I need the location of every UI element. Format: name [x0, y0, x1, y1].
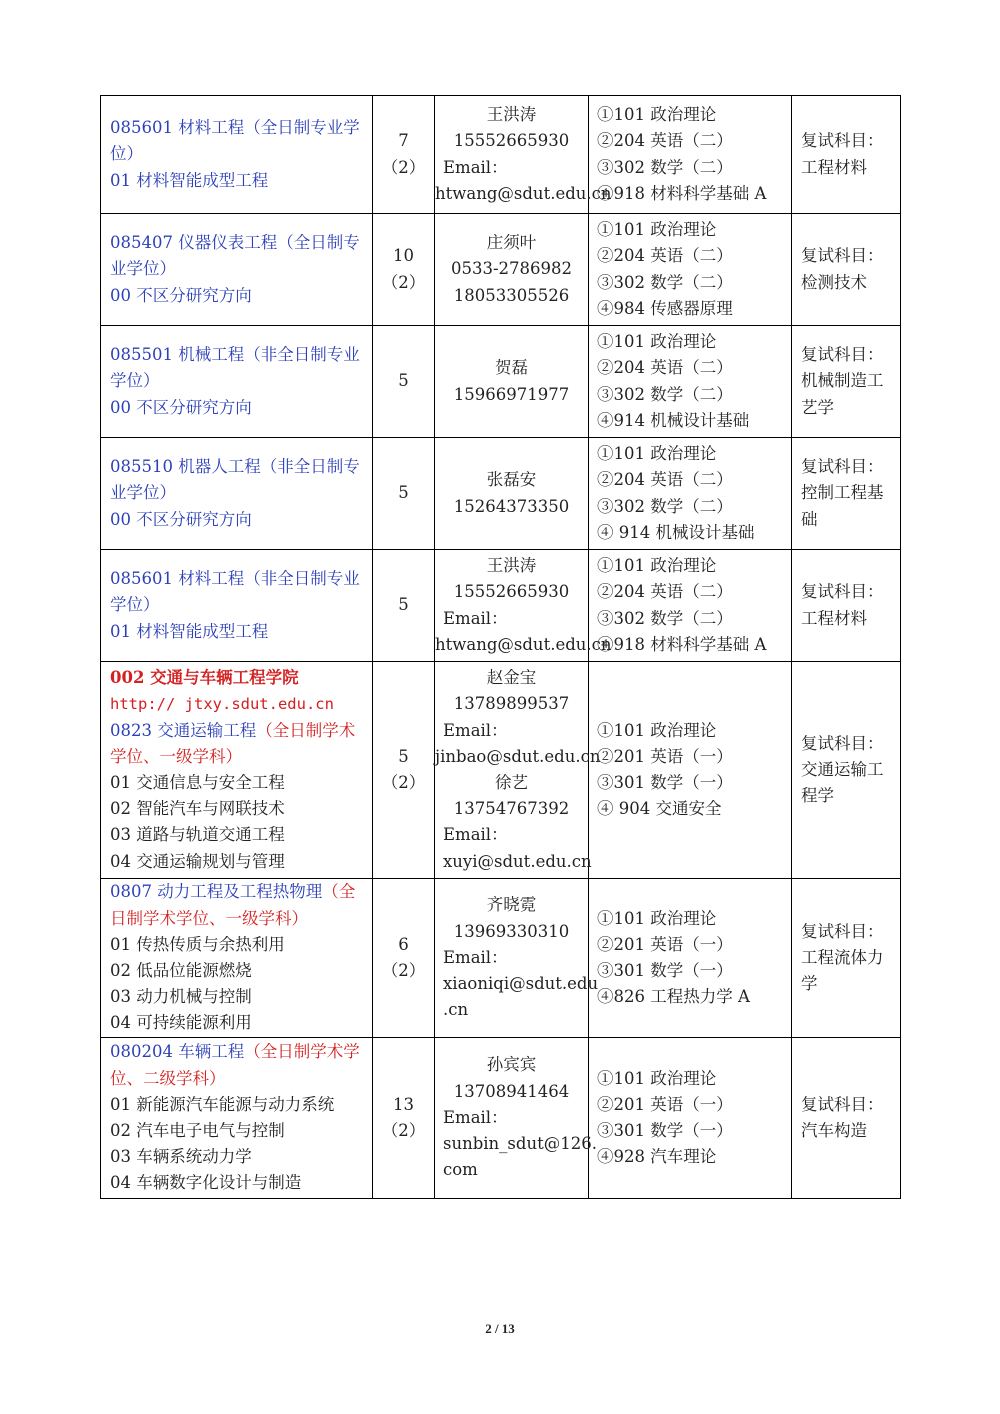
- retest-cell: [792, 1038, 901, 1199]
- major-cell: [101, 662, 373, 879]
- contact-phone: 15264373350: [453, 496, 570, 516]
- contact-cell: [435, 214, 589, 326]
- major-type-cont: 学位、一级学科）: [110, 746, 242, 766]
- exam-subject: ①101 政治理论: [597, 720, 717, 740]
- exam-subject: ④918 材料科学基础 A: [597, 183, 767, 203]
- major-cell: [101, 326, 373, 438]
- contact-phone: 15552665930: [453, 131, 570, 151]
- research-direction: 01 新能源汽车能源与动力系统: [110, 1094, 335, 1114]
- quota-recommended: （2）: [381, 1121, 426, 1140]
- quota-cell: [373, 214, 435, 326]
- retest-subject-cont: 础: [801, 509, 818, 529]
- major-title: 085501 机械工程（非全日制专业: [110, 345, 360, 365]
- admissions-table: [100, 95, 901, 1199]
- exam-subjects-cell: [589, 1038, 792, 1199]
- quota-cell: [373, 438, 435, 550]
- research-direction: 03 动力机械与控制: [110, 987, 252, 1007]
- research-direction: 03 道路与轨道交通工程: [110, 825, 285, 845]
- email-label: Email：: [443, 825, 508, 845]
- quota-cell: [373, 326, 435, 438]
- major-title-cont: 学位）: [110, 595, 160, 615]
- contact-cell: [435, 326, 589, 438]
- retest-cell: [792, 550, 901, 662]
- quota-total: 13: [393, 1094, 414, 1114]
- major-title: 0807 动力工程及工程热物理: [110, 882, 323, 902]
- exam-subject: ①101 政治理论: [597, 444, 717, 464]
- contact-name: 贺磊: [495, 358, 528, 378]
- research-direction: 01 交通信息与安全工程: [110, 773, 285, 792]
- research-direction: 01 材料智能成型工程: [110, 170, 269, 190]
- contact-phone: 13754767392: [453, 799, 570, 819]
- table-row: [101, 879, 901, 1038]
- exam-subject: ②204 英语（二）: [597, 358, 733, 378]
- contact-email: jinbao@sdut.edu.cn: [435, 746, 601, 766]
- research-direction: 03 车辆系统动力学: [110, 1147, 252, 1167]
- table-row: [101, 214, 901, 326]
- retest-subject-cont: 学: [801, 974, 818, 994]
- exam-subject: ③301 数学（一）: [597, 961, 733, 980]
- exam-subject: ③302 数学（二）: [597, 157, 733, 177]
- major-cell: [101, 96, 373, 214]
- retest-label: 复试科目：: [801, 1094, 884, 1114]
- research-direction: 00 不区分研究方向: [110, 285, 252, 305]
- exam-subject: ④914 机械设计基础: [597, 410, 750, 430]
- contact-email: htwang@sdut.edu.cn: [435, 183, 612, 203]
- retest-subject: 工程流体力: [801, 947, 884, 967]
- table-row: [101, 1038, 901, 1199]
- quota-total: 6: [398, 934, 409, 954]
- retest-subject: 工程材料: [801, 608, 867, 628]
- research-direction: 02 低品位能源燃烧: [110, 961, 252, 980]
- exam-subjects-cell: [589, 96, 792, 214]
- quota-total: 5: [398, 746, 409, 766]
- page-number: 2 / 13: [485, 1321, 515, 1336]
- contact-name: 齐晓霓: [486, 895, 537, 915]
- major-cell: [101, 550, 373, 662]
- retest-cell: [792, 96, 901, 214]
- major-cell: [101, 1038, 373, 1199]
- major-title: 085601 材料工程（非全日制专业: [110, 569, 360, 589]
- major-title-cont: 业学位）: [110, 259, 176, 279]
- exam-subject: ②204 英语（二）: [597, 470, 733, 490]
- major-cell: [101, 879, 373, 1038]
- retest-cell: [792, 326, 901, 438]
- major-type-cont: 日制学术学位、一级学科）: [110, 908, 308, 928]
- exam-subject: ④ 904 交通安全: [597, 799, 722, 819]
- retest-subject: 检测技术: [801, 272, 867, 292]
- exam-subject: ③302 数学（二）: [597, 608, 733, 628]
- quota-cell: [373, 879, 435, 1038]
- email-label: Email：: [443, 720, 508, 740]
- contact-cell: [435, 438, 589, 550]
- contact-cell: [435, 879, 599, 1038]
- contact-name: 庄须叶: [486, 233, 537, 253]
- quota-recommended: （2）: [381, 272, 426, 292]
- exam-subject: ④928 汽车理论: [597, 1147, 717, 1167]
- exam-subjects-cell: [589, 550, 792, 662]
- contact-phone: 13708941464: [453, 1081, 570, 1101]
- quota-cell: [373, 550, 435, 662]
- major-title: 080204 车辆工程: [110, 1042, 245, 1062]
- research-direction: 01 传热传质与余热利用: [110, 934, 285, 954]
- exam-subject: ②201 英语（一）: [597, 746, 733, 766]
- exam-subject: ①101 政治理论: [597, 332, 717, 352]
- contact-name: 王洪涛: [486, 105, 537, 125]
- research-direction: 04 可持续能源利用: [110, 1013, 252, 1033]
- exam-subject: ②201 英语（一）: [597, 934, 733, 954]
- contact-name: 徐艺: [495, 773, 528, 792]
- exam-subject: ②204 英语（二）: [597, 131, 733, 151]
- exam-subject: ②201 英语（一）: [597, 1094, 733, 1114]
- contact-cell: [435, 96, 612, 214]
- exam-subjects-cell: [589, 662, 792, 879]
- major-title-cont: 学位）: [110, 371, 160, 391]
- retest-cell: [792, 879, 901, 1038]
- retest-subject: 机械制造工: [801, 371, 884, 391]
- table-row: [101, 438, 901, 550]
- retest-label: 复试科目：: [801, 246, 884, 266]
- exam-subject: ④826 工程热力学 A: [597, 987, 750, 1007]
- major-cell: [101, 438, 373, 550]
- contact-mobile: 18053305526: [453, 285, 570, 305]
- contact-email: xuyi@sdut.edu.cn: [443, 851, 592, 871]
- major-title: 085510 机器人工程（非全日制专: [110, 457, 360, 477]
- table-row: [101, 550, 901, 662]
- exam-subject: ④984 传感器原理: [597, 298, 733, 318]
- contact-email-cont: .cn: [443, 1000, 469, 1020]
- retest-subject: 交通运输工: [801, 759, 884, 779]
- retest-subject: 汽车构造: [801, 1121, 867, 1140]
- exam-subject: ②204 英语（二）: [597, 582, 733, 602]
- quota-cell: [373, 96, 435, 214]
- retest-cell: [792, 662, 901, 879]
- quota-cell: [373, 662, 435, 879]
- exam-subjects-cell: [589, 879, 792, 1038]
- email-label: Email：: [443, 157, 508, 177]
- major-cell: [101, 214, 373, 326]
- exam-subject: ②204 英语（二）: [597, 246, 733, 266]
- exam-subject: ③301 数学（一）: [597, 773, 733, 792]
- major-type: （全日制学术学: [244, 1042, 360, 1062]
- research-direction: 04 交通运输规划与管理: [110, 851, 285, 871]
- retest-subject-cont: 艺学: [801, 397, 834, 417]
- contact-email-cont: com: [443, 1160, 478, 1180]
- exam-subject: ①101 政治理论: [597, 220, 717, 240]
- contact-cell: [435, 550, 612, 662]
- research-direction: 01 材料智能成型工程: [110, 621, 269, 641]
- retest-label: 复试科目：: [801, 457, 884, 477]
- email-label: Email：: [443, 1107, 508, 1127]
- exam-subjects-cell: [589, 214, 792, 326]
- quota-total: 7: [398, 131, 409, 151]
- contact-name: 王洪涛: [486, 556, 537, 576]
- major-title: 0823 交通运输工程: [110, 720, 257, 740]
- exam-subject: ④ 914 机械设计基础: [597, 522, 755, 542]
- retest-cell: [792, 214, 901, 326]
- contact-phone: 15552665930: [453, 582, 570, 602]
- exam-subject: ①101 政治理论: [597, 105, 717, 125]
- retest-label: 复试科目：: [801, 921, 884, 941]
- email-label: Email：: [443, 947, 508, 967]
- retest-subject: 控制工程基: [801, 483, 884, 503]
- college-name: 002 交通与车辆工程学院: [110, 668, 299, 688]
- contact-email: htwang@sdut.edu.cn: [435, 634, 612, 654]
- research-direction: 00 不区分研究方向: [110, 509, 252, 529]
- major-title: 085407 仪器仪表工程（全日制专: [110, 233, 360, 253]
- major-title: 085601 材料工程（全日制专业学: [110, 118, 360, 138]
- exam-subject: ③302 数学（二）: [597, 496, 733, 516]
- contact-phone: 13789899537: [453, 694, 570, 714]
- table-row: [101, 662, 901, 879]
- exam-subject: ③302 数学（二）: [597, 384, 733, 404]
- retest-label: 复试科目：: [801, 131, 884, 151]
- major-title-cont: 业学位）: [110, 483, 176, 503]
- contact-cell: [435, 1038, 597, 1199]
- research-direction: 02 智能汽车与网联技术: [110, 799, 285, 819]
- contact-phone: 15966971977: [453, 384, 570, 404]
- contact-phone: 0533-2786982: [450, 259, 573, 279]
- quota-total: 5: [398, 595, 409, 615]
- contact-name: 张磊安: [486, 470, 537, 490]
- quota-recommended: （2）: [381, 773, 426, 792]
- retest-subject: 工程材料: [801, 157, 867, 177]
- exam-subjects-cell: [589, 326, 792, 438]
- quota-total: 5: [398, 371, 409, 391]
- exam-subject: ①101 政治理论: [597, 556, 717, 576]
- contact-name: 孙宾宾: [486, 1055, 537, 1075]
- exam-subject: ①101 政治理论: [597, 908, 717, 928]
- quota-recommended: （2）: [381, 961, 426, 980]
- exam-subjects-cell: [589, 438, 792, 550]
- retest-subject-cont: 程学: [801, 786, 834, 806]
- retest-label: 复试科目：: [801, 733, 884, 753]
- exam-subject: ③302 数学（二）: [597, 272, 733, 292]
- research-direction: 02 汽车电子电气与控制: [110, 1121, 285, 1140]
- retest-label: 复试科目：: [801, 582, 884, 602]
- table-row: [101, 326, 901, 438]
- quota-cell: [373, 1038, 435, 1199]
- table-row: [101, 96, 901, 214]
- contact-email: sunbin_sdut@126.: [443, 1134, 597, 1154]
- major-type-cont: 位、二级学科）: [110, 1068, 226, 1088]
- quota-total: 5: [398, 483, 409, 503]
- exam-subject: ④918 材料科学基础 A: [597, 634, 767, 654]
- contact-name: 赵金宝: [486, 668, 537, 688]
- major-type: （全: [322, 882, 356, 902]
- contact-cell: [435, 662, 601, 879]
- email-label: Email：: [443, 608, 508, 628]
- retest-label: 复试科目：: [801, 345, 884, 365]
- contact-email: xiaoniqi@sdut.edu: [443, 974, 599, 994]
- exam-subject: ③301 数学（一）: [597, 1121, 733, 1140]
- college-url[interactable]: http:// jtxy.sdut.edu.cn: [110, 695, 334, 714]
- major-type: （全日制学术: [256, 720, 356, 740]
- contact-phone: 13969330310: [453, 921, 570, 941]
- research-direction: 04 车辆数字化设计与制造: [110, 1173, 302, 1193]
- research-direction: 00 不区分研究方向: [110, 397, 252, 417]
- major-title-cont: 位）: [110, 144, 143, 164]
- quota-recommended: （2）: [381, 157, 426, 177]
- retest-cell: [792, 438, 901, 550]
- quota-total: 10: [393, 246, 414, 266]
- exam-subject: ①101 政治理论: [597, 1068, 717, 1088]
